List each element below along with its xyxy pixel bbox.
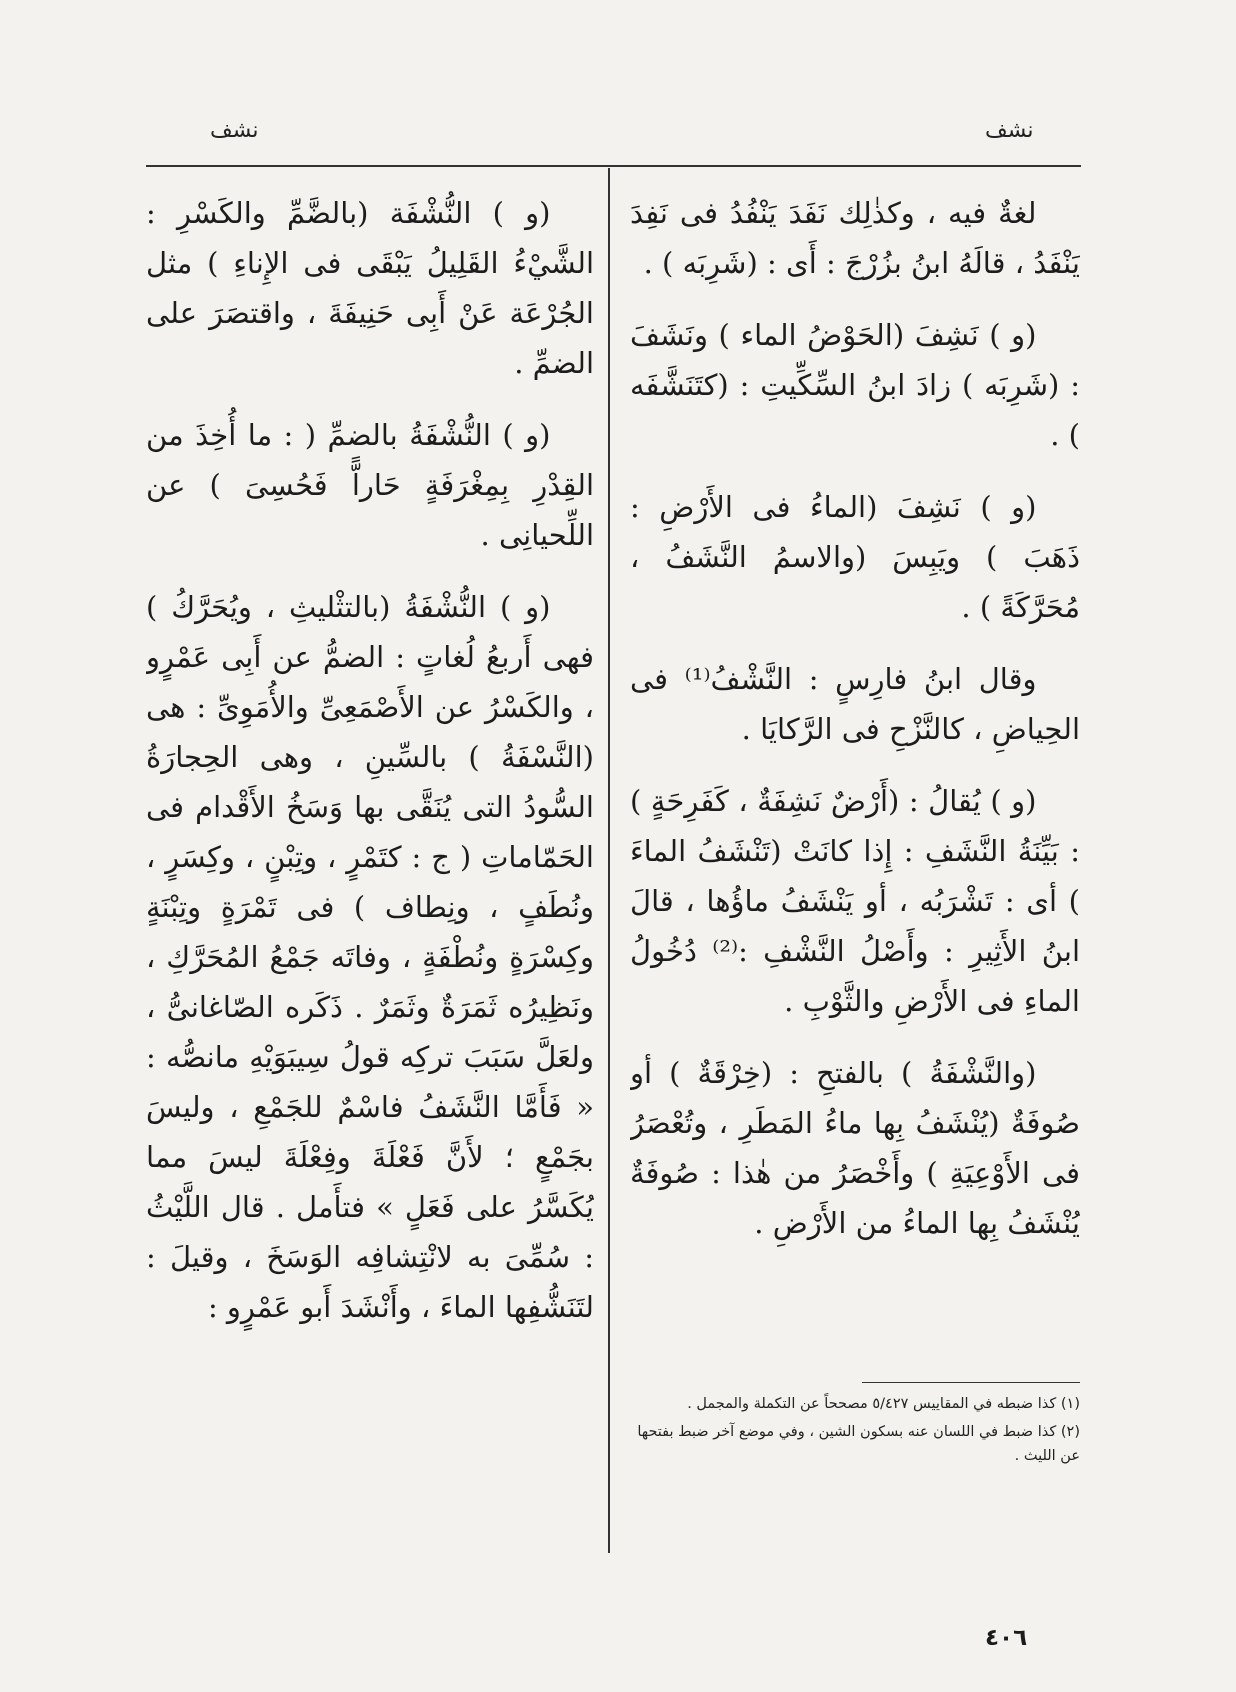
footnote: (٢) كذا ضبط في اللسان عنه بسكون الشين ، وفي موضع آخر ضبط بفتحها عن الليث . xyxy=(637,1424,1080,1464)
running-header-left: نشف xyxy=(210,118,259,143)
paragraph: (و ) نَشِفَ (الماءُ فى الأَرْضِ : ذَهَبَ ) ويَبِسَ (والاسمُ النَّشَفُ ، مُحَرَّكَةً ) . xyxy=(630,490,1080,624)
paragraph: (و ) نَشِفَ (الحَوْضُ الماء ) ونَشَفَ : (شَرِبَه ) زادَ ابنُ السِّكِّيتِ : (كتَنَشَّفَه ) . xyxy=(630,318,1080,452)
footnote-rule xyxy=(862,1382,1080,1383)
paragraph: وقال ابنُ فارِسٍ : النَّشْفُ⁽¹⁾ فى الحِياضِ ، كالنَّزْحِ فى الرَّكايَا . xyxy=(630,662,1080,746)
paragraph: (و ) النُّشْفَةُ (بالتثْليثِ ، ويُحَرَّكُ ) فهى أَربعُ لُغاتٍ : الضمُّ عن أَبِى عَمْرٍو ، والكَسْرُ عن الأَصْمَعِىِّ والأُمَوِىِّ : هى (النَّسْفَةُ ) بالسِّينِ ، وهى الحِجارَةُ السُّودُ التى يُنَقَّى بها وَسَخُ الأَقْدام فى الحَمّاماتِ ( ج : كتَمْرٍ ، وتِبْنٍ ، وكِسَرٍ ، ونُطَفٍ ، ونِطاف ) فى تَمْرَةٍ وتِبْنَةٍ وكِسْرَةٍ ونُطْفَةٍ ، وفاتَه جَمْعُ المُحَرَّكِ ، ونَظِيرُه ثَمَرَةٌ وثَمَرٌ . ذَكَره الصّاغانىُّ ، ولعَلَّ سَبَبَ تركِه قولُ سِيبَوَيْهِ مانصُّه : « فَأَمَّا النَّشَفُ فاسْمٌ للجَمْعِ ، وليسَ بجَمْعٍ ؛ لأَنَّ فَعْلَةَ وفِعْلَةَ ليسَ مما يُكَسَّرُ على فَعَلٍ » فتأَمل . قال اللَّيْثُ : سُمِّىَ به لانْتِشافِه الوَسَخَ ، وقيلَ : لتَنَشُّفِها الماءَ ، وأَنْشَدَ أَبو عَمْرٍو : xyxy=(146,590,594,1324)
page-number: ٤٠٦ xyxy=(985,1625,1028,1651)
right-column xyxy=(630,188,1080,1438)
paragraph: (و ) يُقالُ : (أَرْضٌ نَشِفَةٌ ، كَفَرِحَةٍ ) : بَيِّنَةُ النَّشَفِ : إِذا كانَتْ (تَنْشَفُ الماءَ ) أى : تَشْرَبُه ، أو يَنْشَفُ ماؤُها ، قالَ ابنُ الأَثِيرِ : وأَصْلُ النَّشْفِ :⁽²⁾ دُخُولُ الماءِ فى الأَرْضِ والثَّوْبِ . xyxy=(630,784,1080,1018)
header-rule xyxy=(146,165,1081,167)
paragraph: (و ) النُّشْفَة (بالضَّمِّ والكَسْرِ : الشَّيْءُ القَلِيلُ يَبْقَى فى الإِناءِ ) مثل الجُرْعَة عَنْ أَبِى حَنِيفَةَ ، واقتصَرَ على الضمِّ . xyxy=(146,196,594,380)
footnotes xyxy=(630,1392,1080,1472)
paragraph: لغةٌ فيه ، وكذٰلِك نَفَدَ يَنْفُدُ فى نَفِدَ يَنْفَدُ ، قالَهُ ابنُ بزُرْجَ : أَى : (شَرِبَه ) . xyxy=(630,196,1080,280)
left-column xyxy=(146,188,594,1558)
running-header-right: نشف xyxy=(985,118,1034,143)
column-divider xyxy=(608,168,610,1553)
footnote: (١) كذا ضبطه في المقاييس ٥/٤٢٧ مصححاً عن التكملة والمجمل . xyxy=(687,1396,1080,1412)
paragraph: (والنَّشْفَةُ ) بالفتحِ : (خِرْقَةٌ ) أو صُوفَةٌ (يُنْشَفُ بِها ماءُ المَطَرِ ، وتُعْصَرُ فى الأَوْعِيَةِ ) وأَخْصَرُ من هٰذا : صُوفَةٌ يُنْشَفُ بِها الماءُ من الأَرْضِ . xyxy=(630,1056,1080,1240)
paragraph: (و ) النُّشْفَةُ بالضمِّ ( : ما أُخِذَ من القِدْرِ بِمِغْرَفَةٍ حَاراًّ فَحُسِىَ ) عن اللِّحيانِى . xyxy=(146,418,594,552)
